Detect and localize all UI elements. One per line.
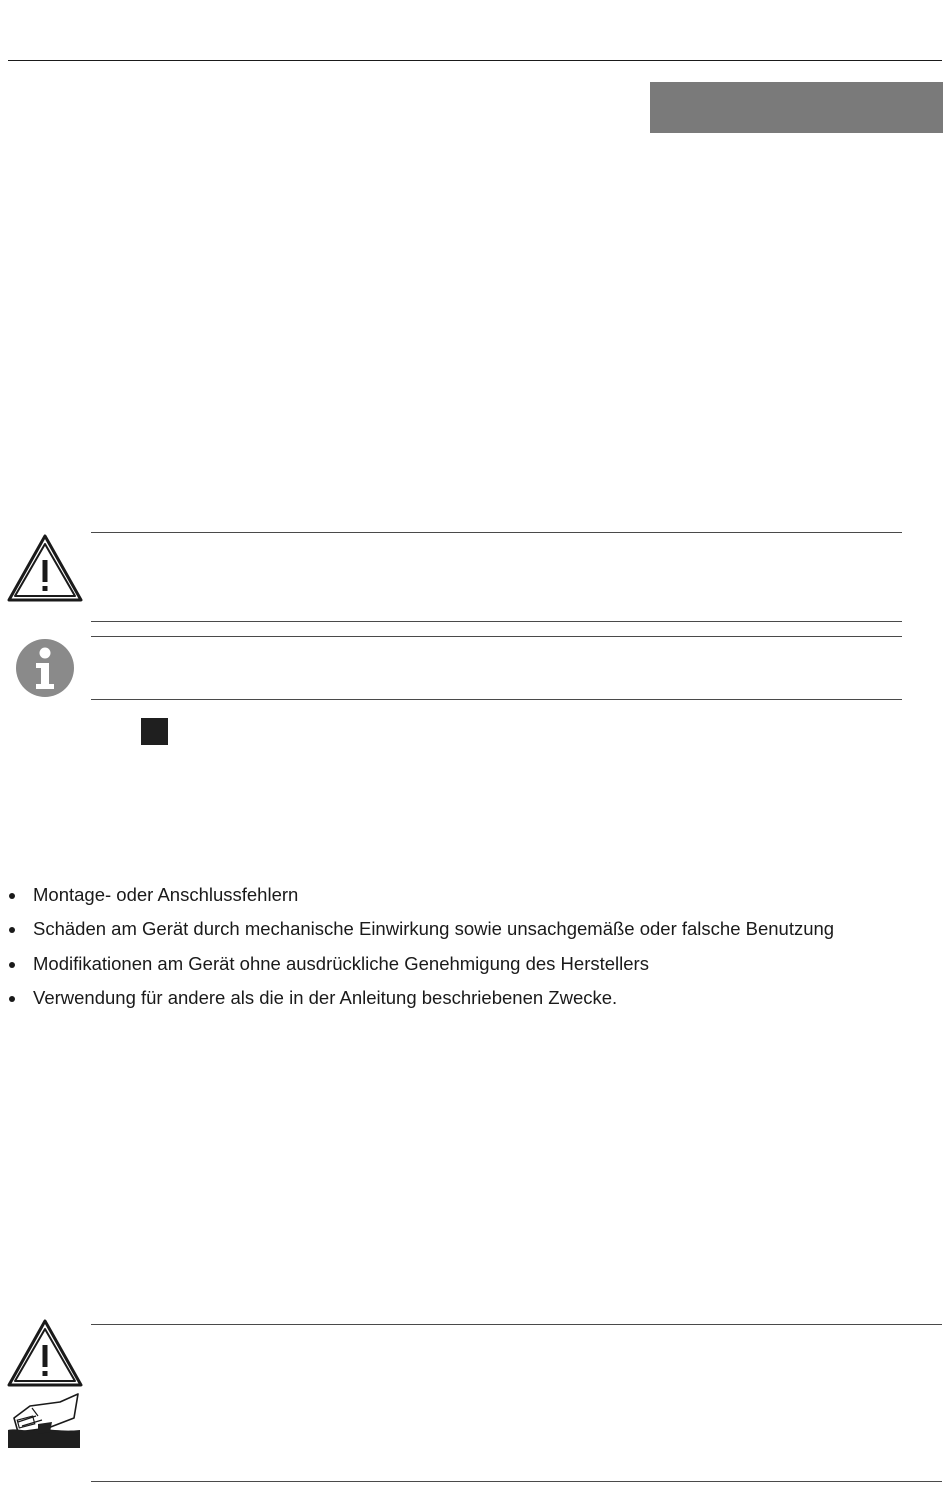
bullet-icon [9,927,15,933]
hand-pictogram-icon [8,1392,80,1448]
list-item: Modifikationen am Gerät ohne ausdrückliche Genehmigung des Herstellers [8,947,948,981]
warning-triangle-icon [7,1319,83,1387]
list-item: Schäden am Gerät durch mechanische Einwirkung sowie unsachgemäße oder falsche Benutzung [8,912,948,946]
header-rule [8,60,942,61]
list-item: Verwendung für andere als die in der Anleitung beschriebenen Zwecke. [8,981,948,1015]
bullet-icon [9,962,15,968]
info-circle-icon [15,638,75,698]
list-item: Montage- oder Anschlussfehlern [8,878,948,912]
info-notice-top-rule [91,636,902,637]
bottom-warning-bottom-rule [91,1481,942,1482]
warning-triangle-icon [7,534,83,602]
bullet-icon [9,893,15,899]
section-tab [650,82,943,133]
bottom-warning-top-rule [91,1324,942,1325]
bullet-icon [9,996,15,1002]
section-marker-square [141,718,168,745]
info-notice-bottom-rule [91,699,902,700]
liability-exclusion-list [8,878,948,1015]
warning-notice-bottom-rule [91,621,902,622]
warning-notice-top-rule [91,532,902,533]
